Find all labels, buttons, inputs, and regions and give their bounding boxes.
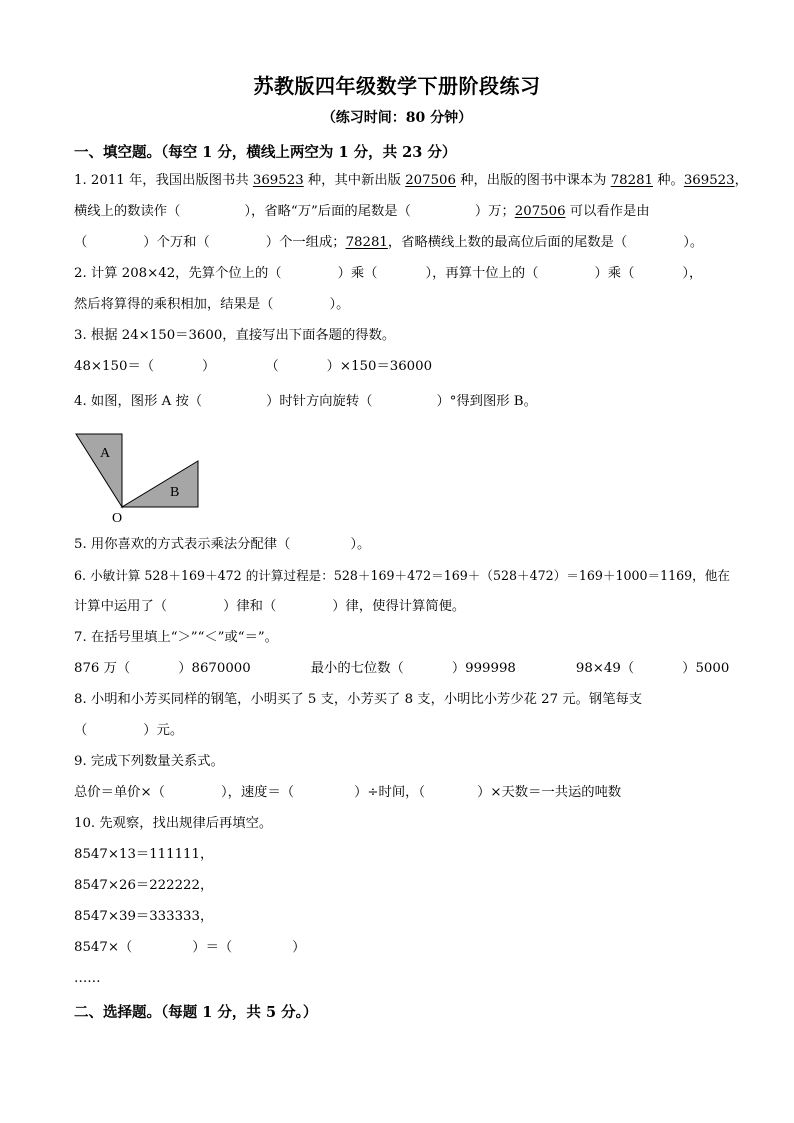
q6-line-1: 6. 小敏计算 528＋169＋472 的计算过程是：528＋169＋472＝169＋（528＋472）＝169＋1000＝1169，他在 bbox=[74, 568, 730, 583]
q8-line-1: 8. 小明和小芳买同样的钢笔，小明买了 5 支，小芳买了 8 支，小明比小芳少花 27 元。钢笔每支 bbox=[74, 692, 643, 707]
q2-line-2: 然后将算得的乘积相加，结果是（ ）。 bbox=[74, 297, 350, 312]
q1-line-1: 1. 2011 年，我国出版图书共 369523 种，其中新出版 207506 种，出版的图书中课本为 78281 种。369523， bbox=[74, 173, 748, 188]
q1-underlined-number: 207506 bbox=[405, 173, 456, 188]
q1-underlined-number: 207506 bbox=[514, 204, 566, 219]
label-b: B bbox=[170, 485, 180, 500]
q2-line-1: 2. 计算 208×42，先算个位上的（ ）乘（ ），再算十位上的（ ）乘（ ）， bbox=[74, 266, 703, 281]
q10-line-1: 10. 先观察，找出规律后再填空。 bbox=[74, 816, 273, 831]
q1-underlined-number: 78281 bbox=[610, 173, 653, 188]
q9-line-2: 总价＝单价×（ ），速度＝（ ）÷时间，（ ）×天数＝一共运的吨数 bbox=[74, 785, 622, 800]
shape-a bbox=[76, 434, 122, 507]
rotation-figure bbox=[74, 430, 204, 525]
label-o: O bbox=[112, 511, 123, 525]
q1-line-3: （ ）个万和（ ）个一组成；78281，省略横线上数的最高位后面的尾数是（ ）。 bbox=[74, 235, 704, 250]
q10-row-2: 8547×26＝222222， bbox=[74, 878, 214, 893]
q8-line-2: （ ）元。 bbox=[74, 723, 184, 738]
q10-row-4: 8547×（ ）＝（ ） bbox=[74, 940, 306, 955]
q4-line-1: 4. 如图，图形 A 按（ ）时针方向旋转（ ）°得到图形 B。 bbox=[74, 394, 537, 409]
label-a: A bbox=[100, 446, 111, 461]
q10-ellipsis: …… bbox=[74, 971, 101, 986]
q3-line-2: 48×150＝（ ） （ ）×150＝36000 bbox=[74, 359, 433, 374]
q5-line-1: 5. 用你喜欢的方式表示乘法分配律（ ）。 bbox=[74, 537, 371, 552]
q6-line-2: 计算中运用了（ ）律和（ ）律，使得计算简便。 bbox=[74, 599, 466, 614]
page-title: 苏教版四年级数学下册阶段练习 bbox=[253, 74, 541, 98]
q9-line-1: 9. 完成下列数量关系式。 bbox=[74, 754, 224, 769]
q1-underlined-number: 78281 bbox=[345, 235, 388, 250]
q1-underlined-number: 369523 bbox=[252, 173, 304, 188]
q10-row-1: 8547×13＝111111， bbox=[74, 847, 214, 862]
q1-underlined-number: 369523 bbox=[683, 173, 735, 188]
q1-line-2: 横线上的数读作（ ），省略“万”后面的尾数是（ ）万；207506 可以看作是由 bbox=[74, 204, 650, 219]
section-1-heading: 一、填空题。（每空 1 分，横线上两空为 1 分，共 23 分） bbox=[74, 144, 457, 161]
q3-line-1: 3. 根据 24×150＝3600，直接写出下面各题的得数。 bbox=[74, 328, 396, 343]
page-subtitle: （练习时间：80 分钟） bbox=[321, 110, 473, 126]
q7-line-1: 7. 在括号里填上“＞”“＜”或“＝”。 bbox=[74, 630, 278, 645]
shape-b bbox=[122, 461, 198, 507]
q7-line-2: 876 万（ ）8670000 最小的七位数（ ）999998 98×49（ ）5000 bbox=[74, 661, 730, 676]
q10-row-3: 8547×39＝333333， bbox=[74, 909, 214, 924]
section-2-heading: 二、选择题。（每题 1 分，共 5 分。） bbox=[74, 1004, 318, 1021]
